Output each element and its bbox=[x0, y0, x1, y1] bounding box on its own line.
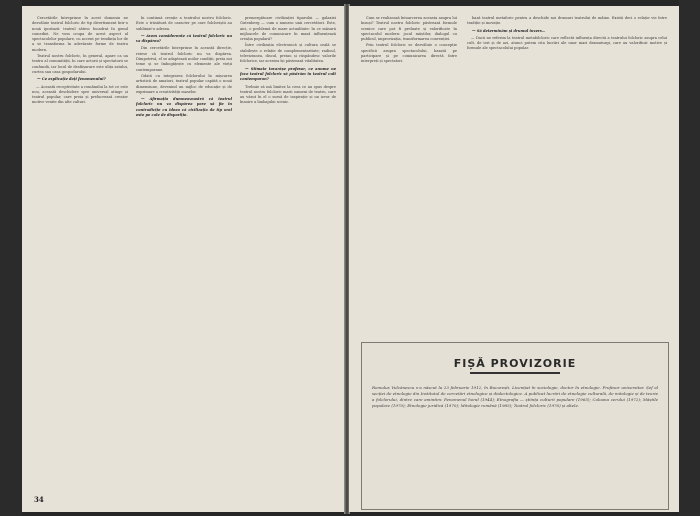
paragraph: Odată cu integrarea folclorului în mișcarea artistică de amatori, teatrul popular capătă o nouă dimensiune, devenind un mijloc de educație și de exprimare a creativității maselor. bbox=[136, 73, 232, 94]
paragraph: Cercetările întreprinse în acest domeniu ne dezvăluie teatrul folcloric de tip divertisment într-o nouă ipostază: teatrul sătesc încadrat în genul comediei. Ne vom ocupa de acest aspect al spectacolelor populare, cu accent pe tendința lor de a se transforma în adevărate forme de teatru modern. bbox=[32, 16, 128, 52]
paragraph: Prin teatrul folcloric se dezvăluie o concepție specifică asupra spectacolului, bazată pe participare și pe comunicarea directă între interpreți și spectatori. bbox=[361, 43, 457, 64]
right-page bbox=[349, 6, 679, 512]
paragraph: Între civilizația electronică și cultura orală se stabilește o relație de complementaritate; radioul, televiziunea, discul, preiau și răspândesc valorile folclorice, iar acestea își păstrează vitalitatea. bbox=[240, 43, 336, 64]
interview-question: — Ce explicație dați fenomenului? bbox=[37, 77, 106, 82]
paragraph: Teatrul nostru folcloric, în general, apare ca un teatru al comunității, în care actorii și spectatorii se confundă, iar locul de desfășurare este ulița satului, curtea sau casa gospodarului. bbox=[32, 54, 128, 74]
interview-question: — Afirmația dumneavoastră că teatrul folcloric nu va dispărea pare să fie în contradicție cu ideea că civilizația de tip oral este pe cale de dispariție. bbox=[136, 97, 232, 118]
page-number: 34 bbox=[34, 495, 44, 504]
paragraph: Cum se realizează întoarcerea aceasta asupra lui însuși? Teatrul nostru folcloric păstrează formule scenice care pot fi preluate și valorificate în spectacolul modern: jocul măștilor, dialogul cu publicul, improvizația, transformarea convenției. bbox=[361, 16, 457, 42]
fisa-provizorie-box bbox=[361, 342, 669, 510]
fisa-text: Romulus Vulcănescu s-a născut la 23 februarie 1912, în București. Licențiat în sociologie, doctor în etnologie. Profesor universitar. Șef al secției de etnologie din Institutul de cercetări etnologice și dialectologice. A publicat lucrări de etnologie culturală, de mitologie și de teorie a folclorului, dintre care amintim: Fenomenul horal (1944); Etnografia — știința culturii populare (1965); Coloana cerului (1972); Măștile populare (1970); Etnologie juridică (1970); Mitologie română (1985); Teatrul folcloric (1976) și altele. bbox=[372, 385, 658, 408]
left-page-column-2 bbox=[136, 16, 232, 506]
interview-question: — Avem considerente că teatrul folcloric nu va dispărea? bbox=[136, 33, 232, 44]
paragraph: Din cercetările întreprinse în această direcție, reiese că teatrul folcloric nu va dispărea. Dimpotrivă, el se adaptează noilor condiții, preia noi teme și se îmbogățește cu elemente ale vieții contemporane. bbox=[136, 46, 232, 72]
interview-question: — Să determinăm și drumul invers… bbox=[472, 28, 546, 33]
paragraph: Trebuie să mă limitez la ceea ce au spus despre teatrul nostru folcloric marii oameni de teatru, care au văzut în el o sursă de inspirație și un izvor de înnoire a limbajului scenic. bbox=[240, 84, 336, 105]
paragraph: — Dacă ne referim la teatrul metafolcloric care reflectă influența directă a teatrului folcloric asupra celui cult, de ieri și de azi, atunci putem cita lucrări ale unor mari dramaturgi, care au valorificat motive și formule ale spectacolului popular. bbox=[467, 35, 667, 51]
fisa-title: FIȘĂ PROVIZORIE bbox=[453, 357, 577, 370]
left-page bbox=[22, 6, 345, 512]
book-edge-right bbox=[679, 0, 700, 516]
left-page-column-1 bbox=[32, 16, 128, 506]
right-page-column-1 bbox=[361, 16, 457, 338]
paragraph: în continuă creație a teatrului nostru folcloric. Este o trăsătură de caracter pe care folcloriștii au subliniat-o adesea. bbox=[136, 16, 232, 31]
paragraph: — Această receptivitate a românului la tot ce este nou, această deschidere spre universal atinge și teatrul popular, care preia și prelucrează creator motive venite din alte culturi. bbox=[32, 84, 128, 105]
right-page-column-2 bbox=[467, 16, 667, 338]
book-edge-left bbox=[0, 0, 22, 516]
paragraph: bază teatrul metaforic pentru a deschide noi drumuri teatrului de mâine. Există deci o relație vie între tradiție și inovație. bbox=[467, 16, 667, 26]
fisa-title-rule bbox=[470, 372, 560, 374]
interview-question: — Stimate tovarășe profesor, ce anume ne face teatrul folcloric să păstrăm în teatrul cult contemporan? bbox=[240, 66, 336, 82]
paragraph: premergătoare civilizației tiparului — galaxiei Gutenberg — cum o numesc unii cercetători. Este, aici, o problemă de mare actualitate: în ce măsură mijloacele de comunicare în masă influențează creația populară? bbox=[240, 16, 336, 42]
left-page-column-3 bbox=[240, 16, 336, 506]
